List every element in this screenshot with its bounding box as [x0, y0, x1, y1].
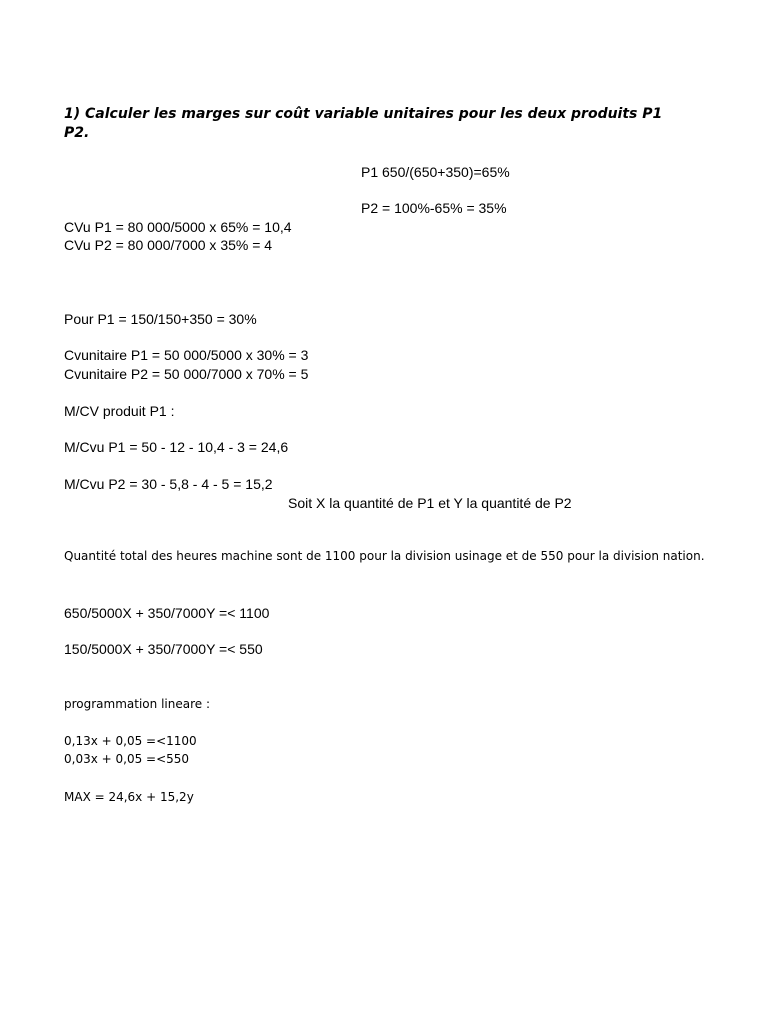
mcv-heading-line: M/CV produit P1 :	[64, 403, 175, 419]
mcvu-p2-line: M/Cvu P2 = 30 - 5,8 - 4 - 5 = 15,2	[64, 476, 273, 492]
p1-ratio-line: P1 650/(650+350)=65%	[361, 164, 510, 180]
cvu-p1-line: CVu P1 = 80 000/5000 x 65% = 10,4	[64, 219, 292, 235]
pour-p1-line: Pour P1 = 150/150+350 = 30%	[64, 311, 257, 327]
programmation-line: programmation lineare :	[64, 697, 210, 711]
max-line: MAX = 24,6x + 15,2y	[64, 790, 194, 804]
eq1-line: 0,13x + 0,05 =<1100	[64, 734, 197, 748]
soit-line: Soit X la quantité de P1 et Y la quantité de P2	[288, 495, 572, 511]
mcvu-p1-line: M/Cvu P1 = 50 - 12 - 10,4 - 3 = 24,6	[64, 439, 289, 455]
p2-ratio-line: P2 = 100%-65% = 35%	[361, 200, 507, 216]
cvunitaire-p1-line: Cvunitaire P1 = 50 000/5000 x 30% = 3	[64, 347, 309, 363]
eq2-line: 0,03x + 0,05 =<550	[64, 752, 190, 766]
cvunitaire-p2-line: Cvunitaire P2 = 50 000/7000 x 70% = 5	[64, 366, 309, 382]
constraint1-line: 650/5000X + 350/7000Y =< 1100	[64, 605, 270, 621]
constraint2-line: 150/5000X + 350/7000Y =< 550	[64, 641, 263, 657]
question-heading: 1) Calculer les marges sur coût variable unitaires pour les deux produits P1 P2.	[64, 106, 663, 141]
cvu-p2-line: CVu P2 = 80 000/7000 x 35% = 4	[64, 237, 273, 253]
quantite-line: Quantité total des heures machine sont de 1100 pour la division usinage et de 550 pour la division nation.	[64, 549, 705, 563]
